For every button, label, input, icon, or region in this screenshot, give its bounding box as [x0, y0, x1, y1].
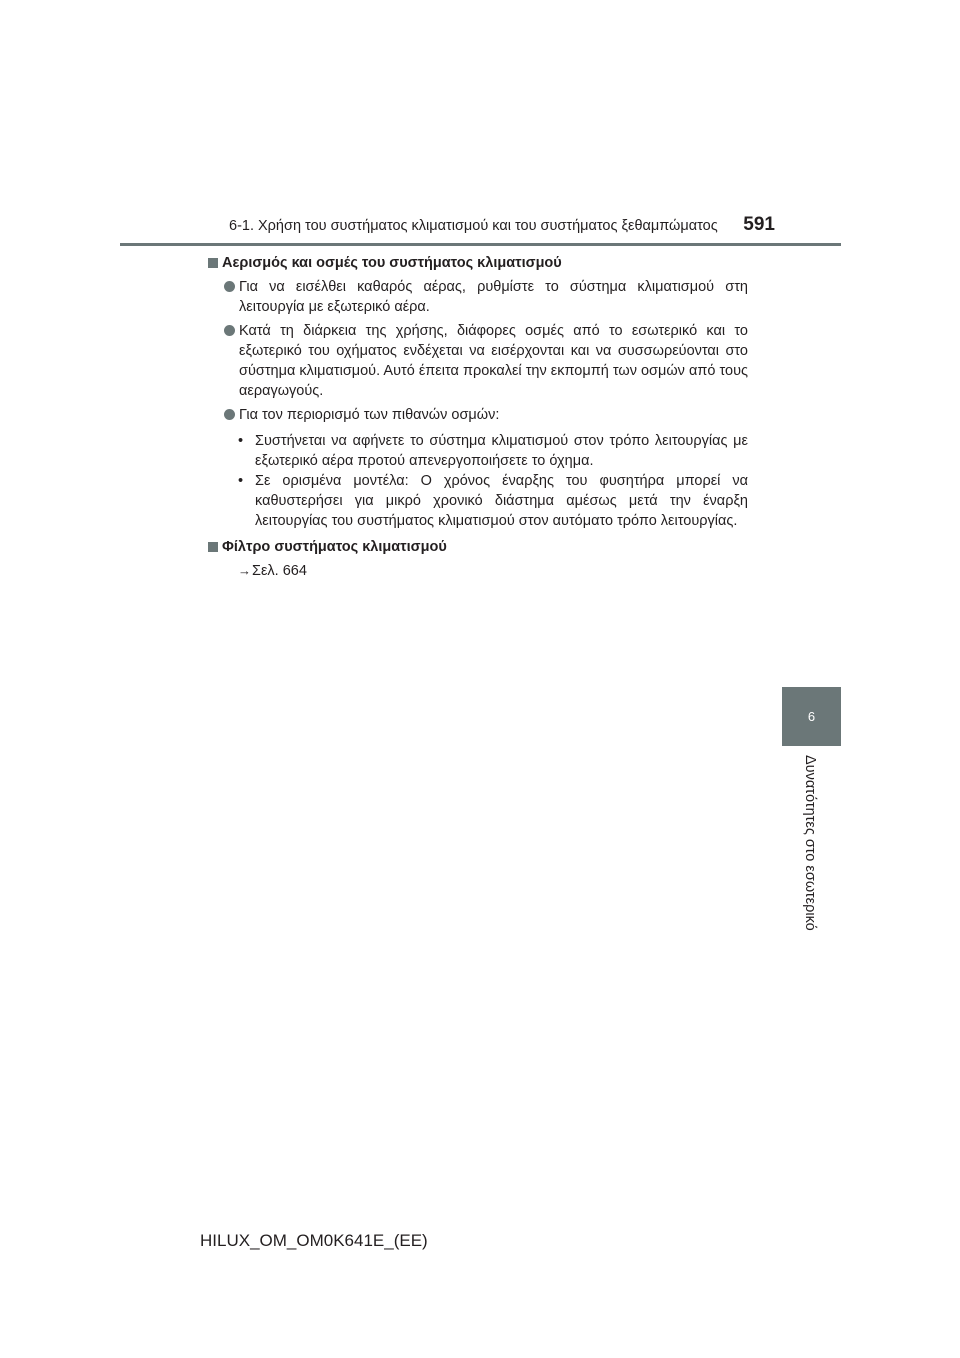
section-heading-text: Αερισμός και οσμές του συστήματος κλιματισμού — [222, 255, 562, 271]
sub-item-text: Σε ορισμένα μοντέλα: Ο χρόνος έναρξης του φυσητήρα μπορεί να καθυστερήσει για μικρό χρονικό διάστημα αμέσως μετά την έναρξη λειτουργίας του συστήματος κλιματισμού στον αυτόματο τρόπο λειτουργίας. — [255, 473, 748, 529]
dot-icon: • — [238, 473, 244, 489]
sub-item-list — [208, 431, 748, 531]
bullet-item — [208, 321, 748, 401]
document-code: HILUX_OM_OM0K641E_(EE) — [200, 1231, 428, 1250]
header-section-title: 6-1. Χρήση του συστήματος κλιματισμού και του συστήματος ξεθαμπώματος — [229, 218, 718, 234]
header-divider — [120, 243, 841, 246]
page-reference-text: Σελ. 664 — [252, 563, 307, 579]
section-heading-filter — [208, 537, 748, 557]
arrow-icon: → — [238, 563, 251, 578]
page-number: 591 — [743, 214, 775, 235]
sub-list-item — [238, 431, 748, 471]
bullet-text: Για τον περιορισμό των πιθανών οσμών: — [239, 407, 500, 423]
page-reference-link[interactable] — [238, 561, 748, 581]
chapter-number: 6 — [807, 709, 816, 724]
chapter-tab — [782, 687, 841, 746]
section-heading-ventilation — [208, 253, 748, 273]
circle-icon — [224, 409, 235, 420]
circle-icon — [224, 325, 235, 336]
bullet-item — [208, 405, 748, 425]
section-heading-text: Φίλτρο συστήματος κλιματισμού — [222, 539, 447, 555]
page-content — [208, 253, 748, 581]
circle-icon — [224, 281, 235, 292]
bullet-item — [208, 277, 748, 317]
dot-icon: • — [238, 433, 244, 449]
square-icon — [208, 258, 218, 268]
square-icon — [208, 542, 218, 552]
bullet-text: Για να εισέλθει καθαρός αέρας, ρυθμίστε το σύστημα κλιματισμού στη λειτουργία με εξωτερικό αέρα. — [239, 279, 748, 315]
bullet-text: Κατά τη διάρκεια της χρήσης, διάφορες οσμές από το εσωτερικό και το εξωτερικό του οχήματος ενδέχεται να εισέρχονται και να συσσωρεύονται στο σύστημα κλιματισμού. Αυτό έπειτα προκαλεί την εκπομπή των οσμών από τους αεραγωγούς. — [239, 323, 748, 399]
sub-list-item — [238, 471, 748, 531]
chapter-side-label: Δυνατότητες στο εσωτερικό — [802, 755, 818, 931]
sub-item-text: Συστήνεται να αφήνετε το σύστημα κλιματισμού στον τρόπο λειτουργίας με εξωτερικό αέρα προτού απενεργοποιήσετε το όχημα. — [255, 433, 748, 469]
